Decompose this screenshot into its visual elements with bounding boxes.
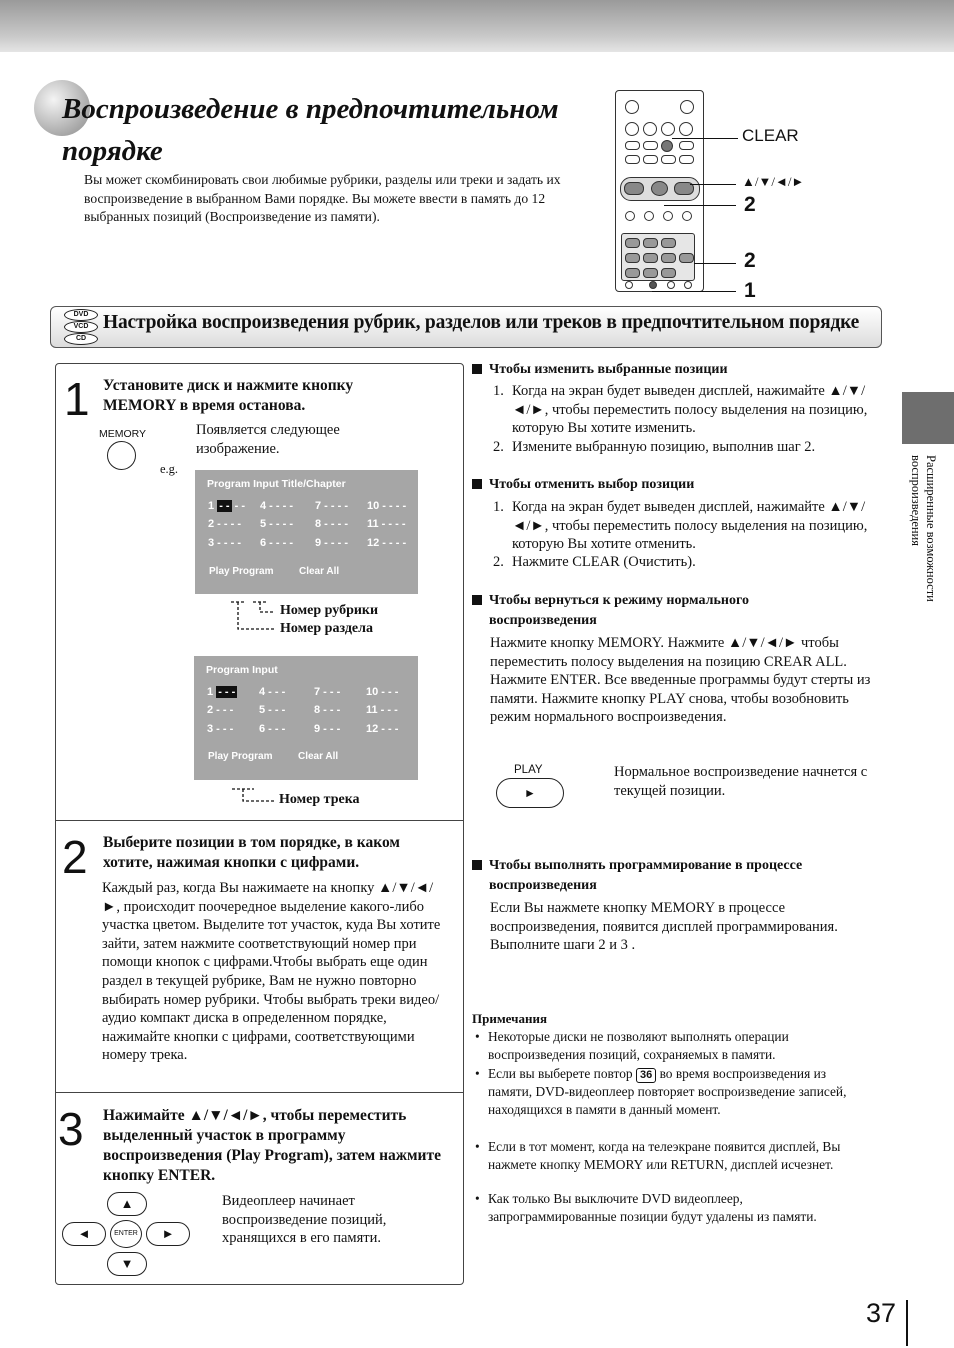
side-section-label: Расширенные возможности воспроизведения — [909, 455, 938, 602]
note-2: • Если вы выберете повтор 36 во время воспроизведения из памяти, DVD-видеоплеер повторяет воспроизведение записей, находящихся в памяти в данный момент. — [475, 1066, 847, 1117]
legend-brackets-1 — [228, 598, 276, 634]
callout-2b: 2 — [744, 249, 756, 272]
screen1-cell-6: 6 - - - - — [260, 537, 293, 549]
screen1-cell-12: 12 - - - - — [367, 537, 407, 549]
screen1-clear-all: Clear All — [299, 566, 340, 577]
return-heading: Чтобы вернуться к режиму нормального — [472, 591, 749, 611]
screen2-cell-1: 1 - - - — [207, 686, 236, 698]
return-heading-line2: воспроизведения — [489, 613, 597, 628]
step1-number: 1 — [64, 373, 90, 425]
screen2-cell-6: 6 - - - — [259, 723, 286, 735]
program-screen-track — [194, 656, 418, 780]
clear-callout: CLEAR — [742, 126, 799, 145]
page-number-bar — [906, 1300, 908, 1346]
screen2-cell-8: 8 - - - — [314, 704, 341, 716]
legend-track-number: Номер трека — [279, 792, 360, 807]
screen1-cell-1: 1 - - - - — [208, 500, 246, 512]
page-title — [62, 88, 582, 172]
dvd-icon: DVD — [64, 309, 98, 321]
cd-icon: CD — [64, 333, 98, 345]
cancel-step-1: 1. Когда на экран будет выведен дисплей, нажимайте ▲/▼/◄/►, чтобы переместить полосу выделения на позицию, которую Вы хотите отменить. — [493, 499, 868, 552]
change-step-2: 2. Измените выбранную позицию, выполнив шаг 2. — [493, 439, 816, 455]
screen2-play-program: Play Program — [208, 751, 273, 762]
callout-2a: 2 — [744, 193, 756, 216]
memory-label: MEMORY — [99, 428, 147, 440]
legend-title-number: Номер рубрики — [280, 603, 379, 618]
note-3: • Если в тот момент, когда на телеэкране появится дисплей, Вы нажмете кнопку MEMORY или RETURN, дисплей исчезнет. — [475, 1139, 841, 1172]
screen1-cell-8: 8 - - - - — [315, 518, 348, 530]
screen2-cell-3: 3 - - - — [207, 723, 234, 735]
up-button-icon: ▲ — [107, 1192, 147, 1216]
program-screen-title-chapter — [195, 470, 418, 594]
step1-heading: Установите диск и нажмите кнопку MEMORY в время останова. — [103, 377, 354, 414]
step2-heading: Выберите позиции в том порядке, в каком хотите, нажимая кнопки с цифрами. — [103, 834, 400, 871]
screen1-cell-4: 4 - - - - — [260, 500, 293, 512]
screen1-cell-7: 7 - - - - — [315, 500, 348, 512]
change-heading: Чтобы изменить выбранные позиции — [472, 360, 728, 380]
screen1-cell-5: 5 - - - - — [260, 518, 293, 530]
screen2-cell-7: 7 - - - — [314, 686, 341, 698]
page-title-line2: порядке — [62, 135, 163, 167]
section-title: Настройка воспроизведения рубрик, разделов или треков в предпочтительном порядке — [103, 312, 860, 333]
screen2-clear-all: Clear All — [298, 751, 339, 762]
remote-control-icon — [615, 90, 704, 292]
page-number: 37 — [866, 1298, 897, 1328]
during-heading: Чтобы выполнять программирование в процессе — [472, 856, 802, 876]
appears-text: Появляется следующее изображение. — [196, 422, 340, 457]
down-button-icon: ▼ — [107, 1252, 147, 1276]
step3-heading: Нажимайте ▲/▼/◄/►, чтобы переместить выделенный участок в программу воспроизведения (Play Program), затем нажмите кнопку ENTER. — [103, 1107, 441, 1184]
during-heading-line2: воспроизведения — [489, 878, 597, 893]
page-title-line1: Воспроизведение в предпочтительном — [62, 93, 559, 125]
play-label: PLAY — [514, 764, 543, 776]
screen2-cell-2: 2 - - - — [207, 704, 234, 716]
step2-number: 2 — [62, 831, 88, 883]
arrows-callout: ▲/▼/◄/► — [742, 174, 805, 189]
eg-label: e.g. — [160, 462, 179, 476]
intro-text: Вы может скомбинировать свои любимые рубрики, разделы или треки и задать их воспроизведение в выбранном Вами порядке. Вы можете ввести в память до 12 выбранных позиций (Воспроизведение из памяти). — [84, 172, 561, 224]
screen2-cell-11: 11 - - - — [366, 704, 398, 716]
legend-chapter-number: Номер раздела — [280, 621, 373, 636]
left-button-icon: ◄ — [62, 1222, 106, 1246]
change-step-1: 1. Когда на экран будет выведен дисплей, нажимайте ▲/▼/◄/►, чтобы переместить полосу выделения на позицию, которую Вы хотите изменить. — [493, 383, 868, 436]
screen2-cell-9: 9 - - - — [314, 723, 341, 735]
note-4: • Как только Вы выключите DVD видеоплеер, запрограммированные позиции будут удалены из памяти. — [475, 1191, 817, 1224]
screen2-cell-10: 10 - - - — [366, 686, 399, 698]
step3-number: 3 — [58, 1103, 84, 1155]
screen1-play-program: Play Program — [209, 566, 274, 577]
screen2-cell-4: 4 - - - — [259, 686, 286, 698]
step-divider-1 — [55, 820, 464, 821]
step-divider-2 — [55, 1092, 464, 1093]
screen2-cell-5: 5 - - - — [259, 704, 286, 716]
screen1-cell-2: 2 - - - - — [208, 518, 241, 530]
page-ref-icon: 36 — [636, 1068, 656, 1083]
note-1: • Некоторые диски не позволяют выполнять операции воспроизведения позиций, сохраняемых в памяти. — [475, 1029, 789, 1062]
screen1-header: Program Input Title/Chapter — [207, 478, 346, 490]
callout-1: 1 — [744, 279, 756, 302]
during-body: Если Вы нажмете кнопку MEMORY в процессе воспроизведения, появится дисплей программирования. Выполните шаги 2 и 3 . — [490, 900, 838, 953]
screen1-cell-9: 9 - - - - — [315, 537, 348, 549]
right-button-icon: ► — [146, 1222, 190, 1246]
play-button-icon: ► — [496, 778, 564, 808]
vcd-icon: VCD — [64, 321, 98, 333]
play-note: Нормальное воспроизведение начнется с текущей позиции. — [614, 764, 868, 799]
screen1-cell-11: 11 - - - - — [367, 518, 406, 530]
screen1-cell-10: 10 - - - - — [367, 500, 407, 512]
legend-brackets-2 — [228, 785, 276, 807]
top-band — [0, 0, 954, 52]
screen2-cell-12: 12 - - - — [366, 723, 399, 735]
memory-button-icon — [107, 441, 136, 470]
screen2-header: Program Input — [206, 664, 278, 676]
return-body: Нажмите кнопку MEMORY. Нажмите ▲/▼/◄/► чтобы переместить полосу выделения на позицию CREAR ALL. Нажмите ENTER. Все введенные программы будут стерты из памяти. Нажмите кнопку PLAY снова, чтобы возобновить режим нормального воспроизведения. — [490, 635, 871, 725]
step3-body: Видеоплеер начинает воспроизведение позиций, хранящихся в его памяти. — [222, 1193, 387, 1247]
enter-button-icon: ENTER — [110, 1220, 142, 1248]
step2-body: Каждый раз, когда Вы нажимаете на кнопку ▲/▼/◄/►, происходит поочередное выделение какого-либо участка цветом. Выделите тот участок, куда Вы хотите зайти, затем нажмите соответствующий номер при помощи кнопок с цифрами.Чтобы выбрать еще один раздел в текущей рубрике, Вам не нужно повторно выбирать номер рубрики. Чтобы выбрать треки видео/аудио компакт диска в определенном порядке, нажимайте кнопки с цифрами, соответствующими номеру трека. — [102, 880, 441, 1064]
cancel-heading: Чтобы отменить выбор позиции — [472, 475, 694, 495]
side-tab-marker — [902, 392, 954, 444]
cancel-step-2: 2. Нажмите CLEAR (Очистить). — [493, 554, 696, 570]
screen1-cell-3: 3 - - - - — [208, 537, 241, 549]
notes-title: Примечания — [472, 1011, 547, 1026]
